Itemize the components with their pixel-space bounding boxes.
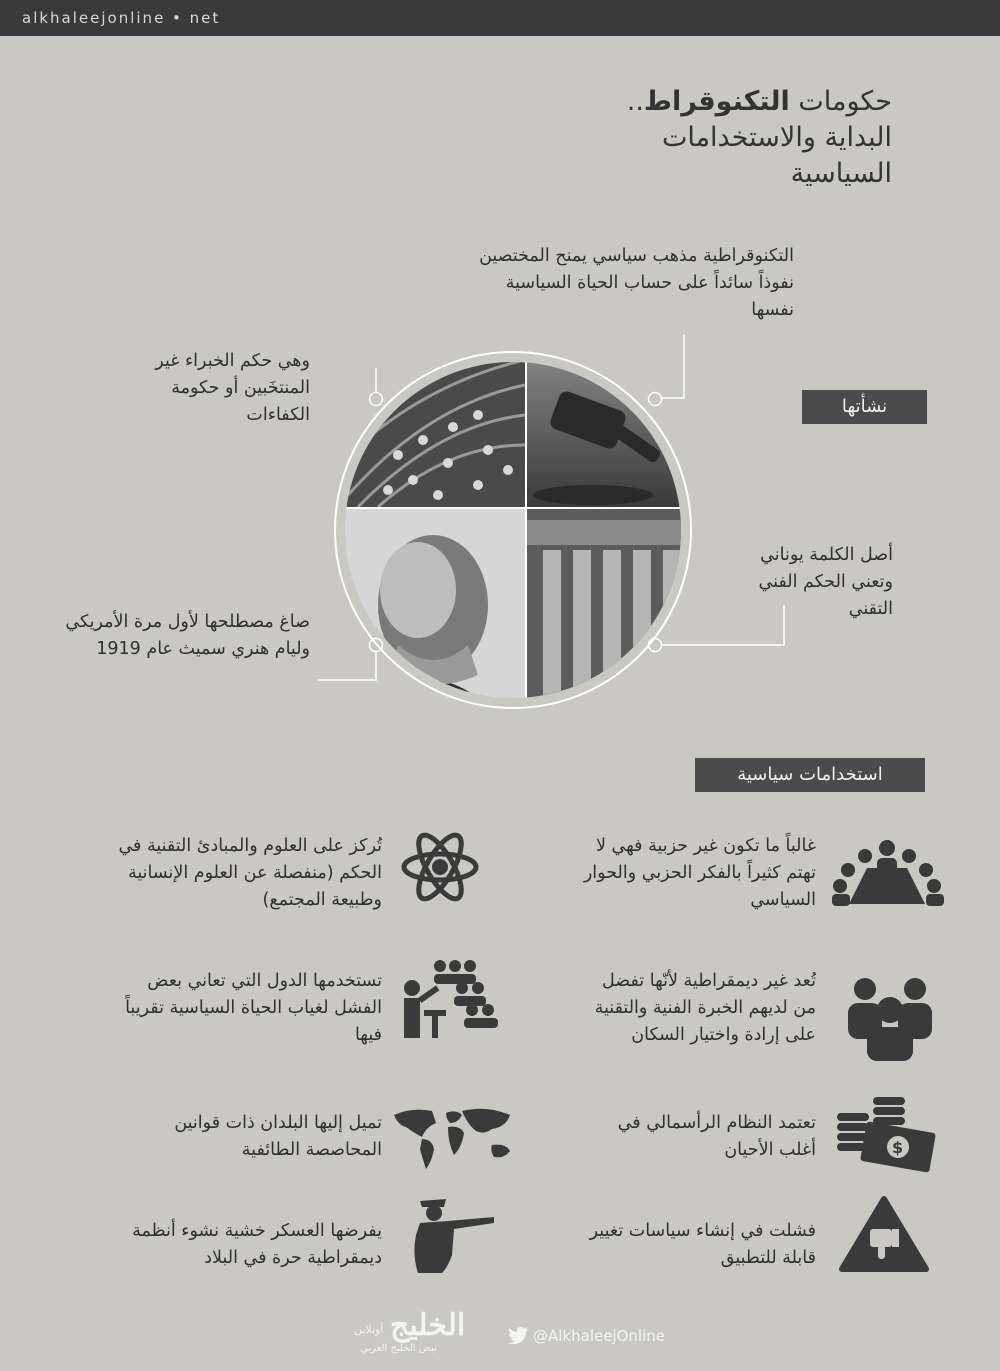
title-emphasis: التكنوقراط: [643, 86, 790, 117]
use-text-capitalist: تعتمد النظام الرأسمالي في أغلب الأحيان: [617, 1113, 816, 1160]
use-text-failed: فشلت في إنشاء سياسات تغيير قابلة للتطبيق: [589, 1221, 816, 1268]
origins-badge: نشأتها: [802, 390, 927, 424]
meeting-icon: [830, 838, 945, 908]
uses-badge: استخدامات سياسية: [695, 758, 925, 792]
svg-text:$: $: [892, 1138, 904, 1157]
brand-tagline: نبض الخليج العربي: [360, 1343, 437, 1354]
group-icon: [845, 975, 935, 1063]
site-name: alkhaleejonline • net: [22, 9, 221, 27]
money-icon: [835, 1095, 940, 1175]
greek-origin-text: أصل الكلمة يوناني وتعني الحكم الفني التقني: [758, 545, 893, 619]
title-part-1: حكومات: [789, 86, 892, 117]
lecture-icon: [400, 958, 500, 1043]
brand-logo: الخليج: [390, 1308, 466, 1343]
use-text-sciences: تُركز على العلوم والمبادئ التقنية في الحكم (منفصلة عن العلوم الإنسانية وطبيعة المجتمع): [118, 836, 382, 910]
world-map-icon: [392, 1105, 517, 1170]
use-text-military: يفرضها العسكر خشية نشوء أنظمة ديمقراطية حرة في البلاد: [132, 1221, 382, 1268]
photo-collage-circle: [328, 345, 698, 715]
use-text-failing-states: تستخدمها الدول التي تعاني بعض الفشل لغياب الحياة السياسية تقريباً فيها: [125, 971, 382, 1045]
use-text-nonpartisan: غالباً ما تكون غير حزبية فهي لا تهتم كثيراً بالفكر الحزبي والحوار السياسي: [583, 836, 816, 910]
twitter-handle[interactable]: @AlkhaleejOnline: [533, 1327, 665, 1345]
use-text-undemocratic: تُعد غير ديمقراطية لأنّها تفضل من لديهم الخبرة الفنية والتقنية على إرادة واختيار السكان: [594, 971, 816, 1045]
title-line-2: البداية والاستخدامات: [661, 122, 892, 153]
atom-icon: [400, 825, 480, 910]
definition-text: التكنوقراطية مذهب سياسي يمنح المختصين نفوذاً سائداً على حساب الحياة السياسية نفسها: [479, 246, 794, 320]
warning-thumbs-down-icon: [838, 1195, 930, 1273]
twitter-icon: [508, 1326, 530, 1344]
title-part-3: ..: [626, 86, 644, 117]
soldier-pointing-icon: [398, 1195, 498, 1275]
use-text-sectarian: تميل إليها البلدان ذات قوانين المحاصصة الطائفية: [174, 1113, 382, 1160]
coined-text: صاغ مصطلحها لأول مرة الأمريكي وليام هنري سميث عام 1919: [65, 612, 310, 659]
experts-text: وهي حكم الخبراء غير المنتخَبين أو حكومة الكفاءات: [155, 351, 310, 425]
title-line-3: السياسية: [790, 158, 892, 189]
brand-logo-sub: أونلاين: [354, 1323, 384, 1336]
